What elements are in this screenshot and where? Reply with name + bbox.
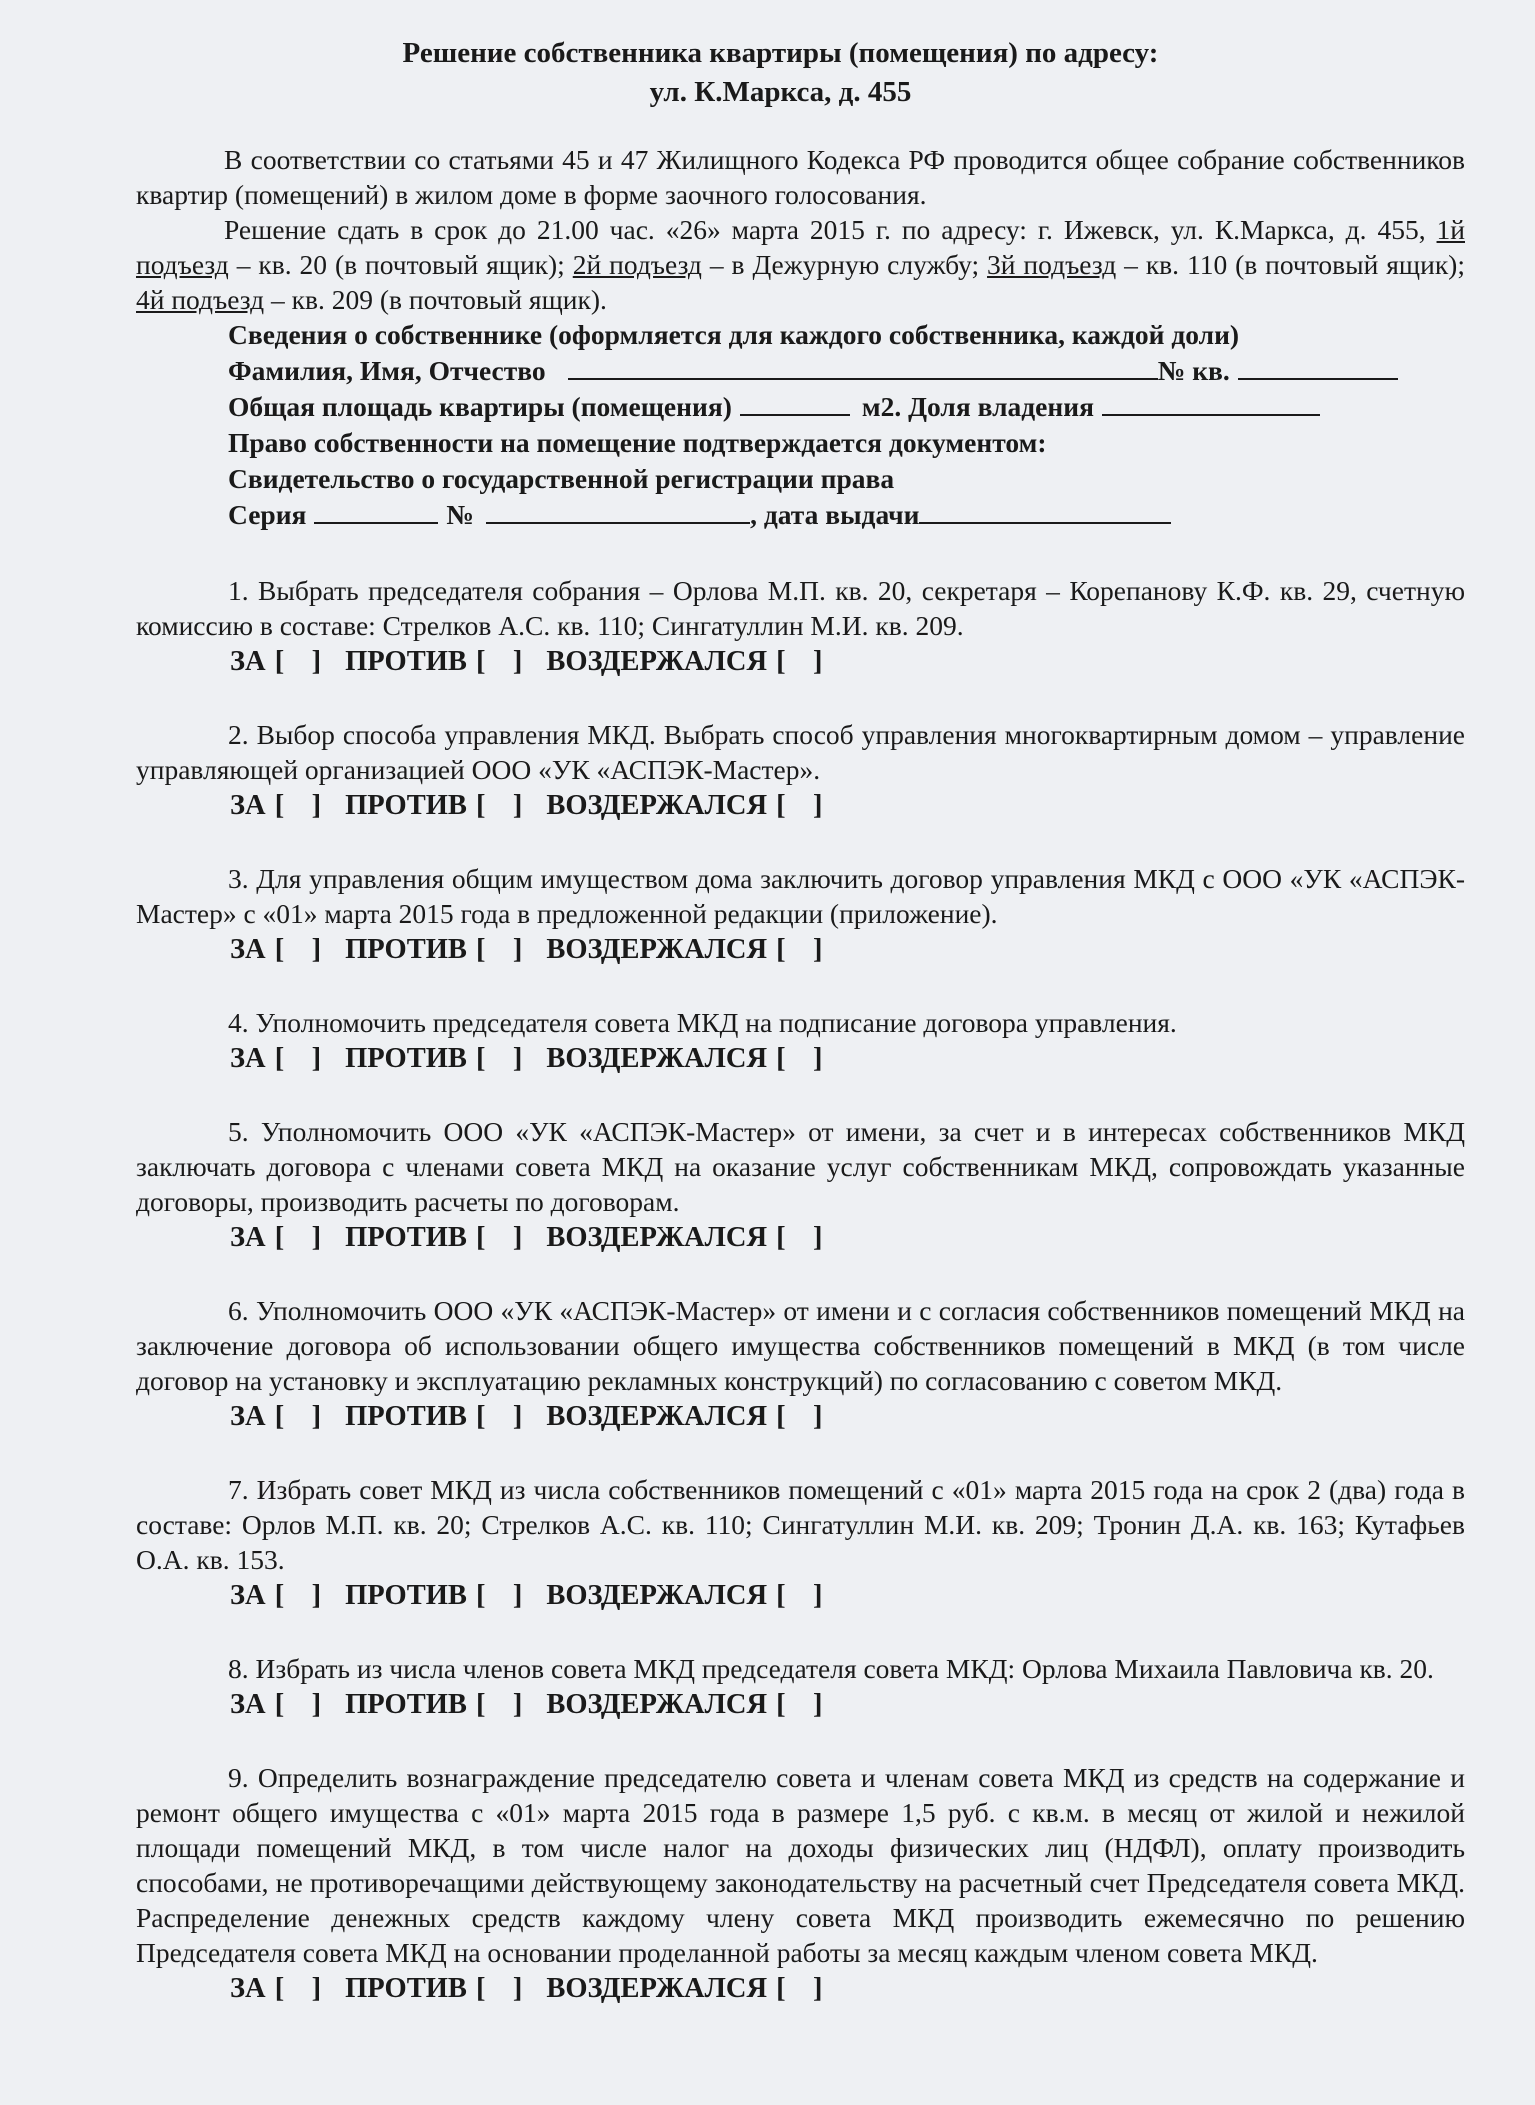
number-label: № xyxy=(446,499,475,530)
agenda-items xyxy=(136,573,1465,2008)
fio-label: Фамилия, Имя, Отчество xyxy=(228,355,546,386)
document-title xyxy=(136,34,1465,112)
vote-row-7 xyxy=(230,1577,1465,1615)
vote-abstain-checkbox[interactable]: ВОЗДЕРЖАЛСЯ [ ] xyxy=(546,1580,823,1611)
apt-label: № кв. xyxy=(1157,355,1230,386)
entrance-4: 4й подъезд xyxy=(136,284,265,315)
vote-against-checkbox[interactable]: ПРОТИВ [ ] xyxy=(345,1973,523,2004)
vote-abstain-checkbox[interactable]: ВОЗДЕРЖАЛСЯ [ ] xyxy=(546,934,823,965)
vote-for-checkbox[interactable]: ЗА [ ] xyxy=(230,1580,322,1611)
owner-area-row xyxy=(228,389,1455,425)
owner-fio-row xyxy=(228,353,1455,389)
vote-against-checkbox[interactable]: ПРОТИВ [ ] xyxy=(345,1043,523,1074)
vote-against-checkbox[interactable]: ПРОТИВ [ ] xyxy=(345,1580,523,1611)
vote-row-9 xyxy=(230,1970,1465,2008)
area-unit-share-label: м2. Доля владения xyxy=(861,391,1094,422)
agenda-item-9: 9. Определить вознаграждение председателю совета и членам совета МКД из средств на содержание и ремонт общего имущества с «01» марта 2015 года в размере 1,5 руб. с кв.м. в месяц от жилой и нежилой площади помещений МКД, в том числе налог на доходы физических лиц (НДФЛ), оплату производить способами, не противоречащими действующему законодательству на расчетный счет Председателя совета МКД. Распределение денежных средств каждому члену совета МКД производить ежемесячно по решению Председателя совета МКД на основании проделанной работы за месяц каждым членом совета МКД. xyxy=(136,1762,1465,1968)
vote-abstain-checkbox[interactable]: ВОЗДЕРЖАЛСЯ [ ] xyxy=(546,1401,823,1432)
vote-for-checkbox[interactable]: ЗА [ ] xyxy=(230,646,322,677)
series-field[interactable] xyxy=(314,500,438,524)
vote-for-checkbox[interactable]: ЗА [ ] xyxy=(230,1401,322,1432)
vote-abstain-checkbox[interactable]: ВОЗДЕРЖАЛСЯ [ ] xyxy=(546,790,823,821)
vote-row-2 xyxy=(230,787,1465,825)
certificate-details-row xyxy=(228,497,1455,533)
vote-for-checkbox[interactable]: ЗА [ ] xyxy=(230,790,322,821)
ownership-right-label: Право собственности на помещение подтверждается документом: xyxy=(228,427,1047,458)
issue-date-label: , дата выдачи xyxy=(750,499,920,530)
vote-row-1 xyxy=(230,643,1465,681)
area-field[interactable] xyxy=(740,392,850,416)
intro-paragraph-1: В соответствии со статьями 45 и 47 Жилищного Кодекса РФ проводится общее собрание собственников квартир (помещений) в жилом доме в форме заочного голосования. xyxy=(136,144,1465,210)
vote-against-checkbox[interactable]: ПРОТИВ [ ] xyxy=(345,934,523,965)
agenda-item-1: 1. Выбрать председателя собрания – Орлова М.П. кв. 20, секретаря – Корепанову К.Ф. кв. 29, счетную комиссию в составе: Стрелков А.С. кв. 110; Сингатуллин М.И. кв. 209. xyxy=(136,575,1465,641)
fio-field[interactable] xyxy=(568,356,1158,380)
issue-date-field[interactable] xyxy=(919,500,1171,524)
agenda-item-5: 5. Уполномочить ООО «УК «АСПЭК-Мастер» от имени, за счет и в интересах собственников МКД заключать договора с членами совета МКД на оказание услуг собственникам МКД, сопровождать указанные договоры, производить расчеты по договорам. xyxy=(136,1116,1465,1217)
owner-info-block xyxy=(228,317,1455,533)
agenda-item-6: 6. Уполномочить ООО «УК «АСПЭК-Мастер» от имени и с согласия собственников помещений МКД на заключение договора об использовании общего имущества собственников помещений в МКД (в том числе договор на установку и эксплуатацию рекламных конструкций) по согласованию с советом МКД. xyxy=(136,1295,1465,1396)
area-label: Общая площадь квартиры (помещения) xyxy=(228,391,732,422)
vote-abstain-checkbox[interactable]: ВОЗДЕРЖАЛСЯ [ ] xyxy=(546,1973,823,2004)
vote-against-checkbox[interactable]: ПРОТИВ [ ] xyxy=(345,1401,523,1432)
vote-for-checkbox[interactable]: ЗА [ ] xyxy=(230,1043,322,1074)
vote-row-4 xyxy=(230,1040,1465,1078)
vote-for-checkbox[interactable]: ЗА [ ] xyxy=(230,1689,322,1720)
vote-for-checkbox[interactable]: ЗА [ ] xyxy=(230,1973,322,2004)
vote-abstain-checkbox[interactable]: ВОЗДЕРЖАЛСЯ [ ] xyxy=(546,1043,823,1074)
vote-against-checkbox[interactable]: ПРОТИВ [ ] xyxy=(345,646,523,677)
owner-heading: Сведения о собственнике (оформляется для каждого собственника, каждой доли) xyxy=(228,319,1240,350)
vote-abstain-checkbox[interactable]: ВОЗДЕРЖАЛСЯ [ ] xyxy=(546,1222,823,1253)
vote-row-5 xyxy=(230,1219,1465,1257)
vote-row-8 xyxy=(230,1686,1465,1724)
apt-field[interactable] xyxy=(1238,356,1398,380)
vote-abstain-checkbox[interactable]: ВОЗДЕРЖАЛСЯ [ ] xyxy=(546,1689,823,1720)
agenda-item-4: 4. Уполномочить председателя совета МКД на подписание договора управления. xyxy=(228,1007,1177,1038)
agenda-item-7: 7. Избрать совет МКД из числа собственников помещений с «01» марта 2015 года на срок 2 (два) года в составе: Орлов М.П. кв. 20; Стрелков А.С. кв. 110; Сингатуллин М.И. кв. 209; Тронин Д.А. кв. 163; Кутафьев О.А. кв. 153. xyxy=(136,1474,1465,1575)
vote-for-checkbox[interactable]: ЗА [ ] xyxy=(230,934,322,965)
vote-against-checkbox[interactable]: ПРОТИВ [ ] xyxy=(345,1689,523,1720)
vote-row-3 xyxy=(230,931,1465,969)
number-field[interactable] xyxy=(486,500,750,524)
vote-for-checkbox[interactable]: ЗА [ ] xyxy=(230,1222,322,1253)
agenda-item-8: 8. Избрать из числа членов совета МКД председателя совета МКД: Орлова Михаила Павловича кв. 20. xyxy=(228,1653,1434,1684)
intro-paragraph-2: Решение сдать в срок до 21.00 час. «26» марта 2015 г. по адресу: г. Ижевск, ул. К.Маркса, д. 455, 1й подъезд – кв. 20 (в почтовый ящик); 2й подъезд – в Дежурную службу; 3й подъезд – кв. 110 (в почтовый ящик); 4й подъезд – кв. 209 (в почтовый ящик). xyxy=(136,214,1465,315)
agenda-item-2: 2. Выбор способа управления МКД. Выбрать способ управления многоквартирным домом – управление управляющей организацией ООО «УК «АСПЭК-Мастер». xyxy=(136,719,1465,785)
entrance-3: 3й подъезд xyxy=(987,249,1117,280)
title-line-1: Решение собственника квартиры (помещения) по адресу: xyxy=(402,37,1159,69)
vote-against-checkbox[interactable]: ПРОТИВ [ ] xyxy=(345,790,523,821)
vote-abstain-checkbox[interactable]: ВОЗДЕРЖАЛСЯ [ ] xyxy=(546,646,823,677)
vote-row-6 xyxy=(230,1398,1465,1436)
title-line-2: ул. К.Маркса, д. 455 xyxy=(649,76,912,108)
entrance-2: 2й подъезд xyxy=(572,249,702,280)
agenda-item-3: 3. Для управления общим имуществом дома заключить договор управления МКД с ООО «УК «АСПЭК-Мастер» с «01» марта 2015 года в предложенной редакции (приложение). xyxy=(136,863,1465,929)
vote-against-checkbox[interactable]: ПРОТИВ [ ] xyxy=(345,1222,523,1253)
certificate-label: Свидетельство о государственной регистрации права xyxy=(228,463,895,494)
series-label: Серия xyxy=(228,499,307,530)
entrance-1: 1й подъезд xyxy=(136,214,1465,280)
share-field[interactable] xyxy=(1102,392,1320,416)
